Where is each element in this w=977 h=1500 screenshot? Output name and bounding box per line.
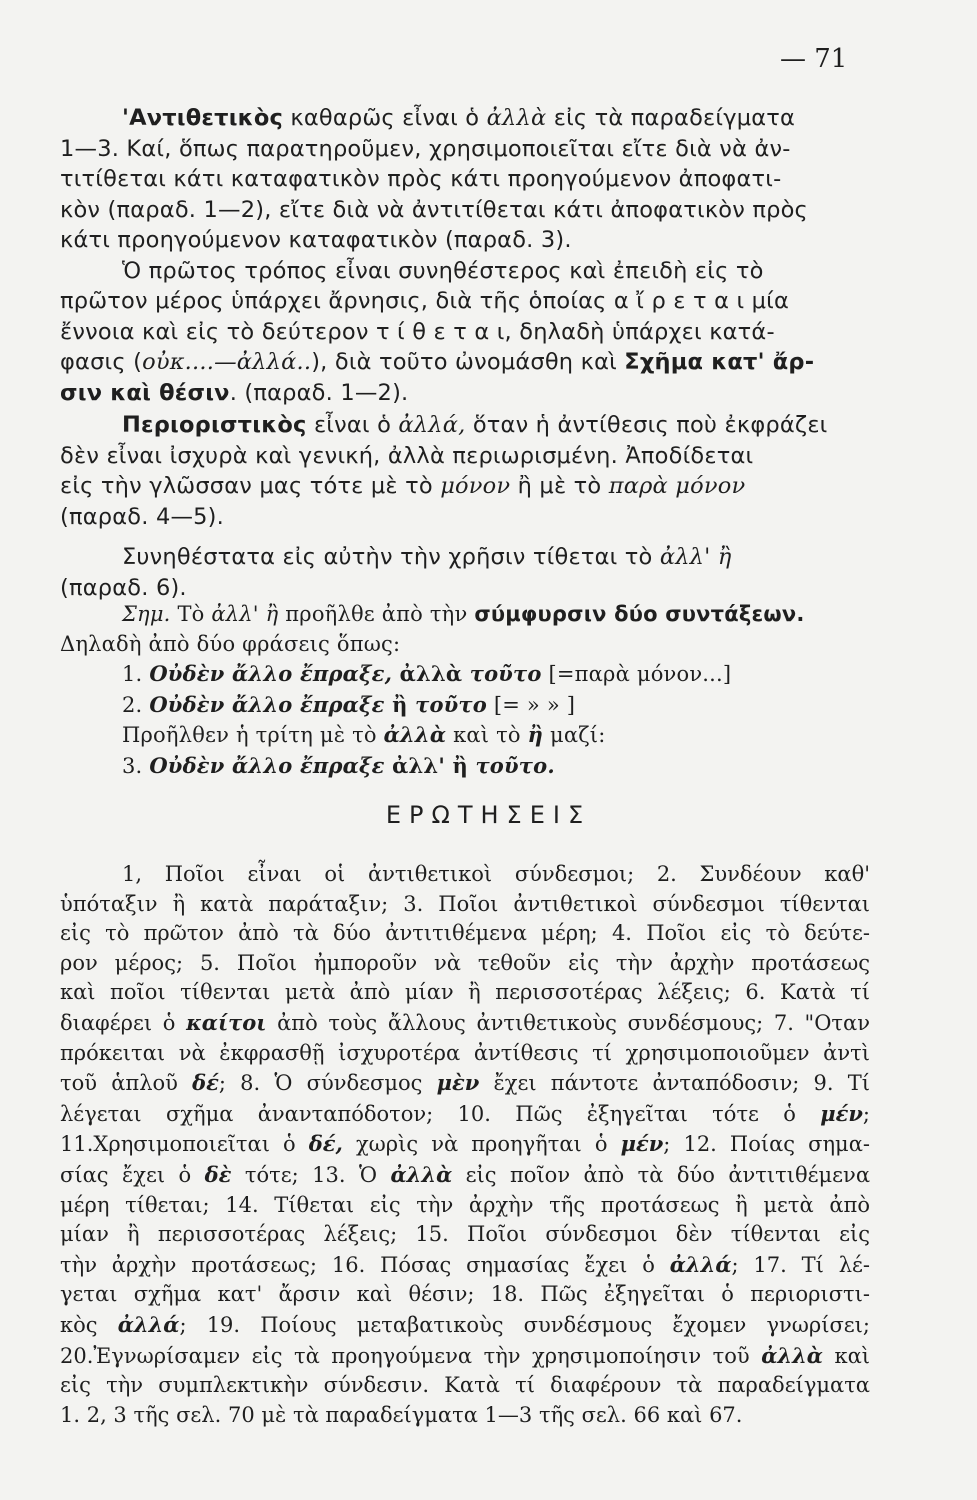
text-line: (παραδ. 4—5). [60,503,225,530]
text-line: Ὁ πρῶτος τρόπος εἶναι συνηθέστερος καὶ ἐπειδὴ εἰς τὸ [122,257,764,284]
text-line: Δηλαδὴ ἀπὸ δύο φράσεις ὅπως: [60,631,401,656]
text-line: Περιοριστικὸς εἶναι ὁ ἀλλά, ὅταν ἡ ἀντίθεσις ποὺ ἐκφράζει [122,412,828,438]
term-schema: Σχῆμα κατ' ἄρ- [624,349,815,375]
example-3: 3. Οὐδὲν ἄλλο ἔπραξε ἀλλ' ἢ τοῦτο. [122,752,555,778]
note-block [60,600,860,781]
text-line: φασις (οὐκ....—ἀλλά..), διὰ τοῦτο ὠνομάσθη καὶ Σχῆμα κατ' ἄρ- [60,349,815,375]
text-line: σιν καὶ θέσιν. (παραδ. 1—2). [60,379,409,406]
text-line: κὸν (παραδ. 1—2), εἴτε διὰ νὰ ἀντιτίθεται κάτι ἀποφατικὸν πρὸς [60,196,808,223]
text-line: Προῆλθεν ἡ τρίτη μὲ τὸ ἀλλὰ καὶ τὸ ἢ μαζί: [122,722,606,747]
text-line: 1—3. Καί, ὅπως παρατηροῦμεν, χρησιμοποιεῖται εἴτε διὰ νὰ ἀν- [60,135,791,162]
question-line: 20.Ἐγνωρίσαμεν εἰς τὰ προηγούμενα τὴν χρησιμοποίησιν τοῦ ἀλλὰ καὶ [60,1342,871,1368]
text-line: δὲν εἶναι ἰσχυρὰ καὶ γενική, ἀλλὰ περιωρισμένη. Ἀποδίδεται [60,442,754,469]
questions-heading: ΕΡΩΤΗΣΕΙΣ [385,801,592,829]
question-line: τοῦ ἁπλοῦ δέ; 8. Ὁ σύνδεσμος μὲν ἔχει πάντοτε ἀνταπόδοσιν; 9. Τί [60,1070,871,1096]
question-line: διαφέρει ὁ καίτοι ἀπὸ τοὺς ἄλλους ἀντιθετικοὺς συνδέσμους; 7. "Οταν [60,1009,870,1035]
text-line: εἰς τὴν γλῶσσαν μας τότε μὲ τὸ μόνον ἢ μὲ τὸ παρὰ μόνον [60,473,746,499]
question-line: λέγεται σχῆμα ἀνανταπόδοτον; 10. Πῶς ἐξηγεῖται τότε ὁ μέν; [60,1100,870,1126]
restrictive-paragraph [60,410,860,603]
note-label: Σημ. [122,602,171,626]
antithetic-paragraph [60,103,860,408]
term-antithetic: 'Αντιθετικὸς [122,105,284,131]
question-line: ρον μέρος; 5. Ποῖοι ἠμποροῦν νὰ τεθοῦν εἰς τὴν ἀρχὴν προτάσεως [60,950,870,975]
text-line: Συνηθέστατα εἰς αὐτὴν τὴν χρῆσιν τίθεται τὸ ἀλλ' ἢ [122,544,732,570]
text-line: (παραδ. 6). [60,574,187,601]
question-line: ὑπόταξιν ἢ κατὰ παράταξιν; 3. Ποῖοι ἀντιθετικοὶ σύνδεσμοι τίθενται [60,891,870,916]
text-line: κάτι προηγούμενον καταφατικὸν (παραδ. 3). [60,227,572,253]
term-symfyrsis: σύμφυρσιν δύο συντάξεων. [474,602,805,626]
question-line: 1. 2, 3 τῆς σελ. 70 μὲ τὰ παραδείγματα 1—3 τῆς σελ. 66 καὶ 67. [60,1402,743,1427]
text-line: Σημ. Τὸ ἀλλ' ἢ προῆλθε ἀπὸ τὴν σύμφυρσιν δύο συντάξεων. [122,602,805,626]
question-line: πρόκειται νὰ ἐκφρασθῇ ἰσχυροτέρα ἀντίθεσις τί χρησιμοποιοῦμεν ἀντὶ [60,1040,870,1065]
term-restrictive: Περιοριστικὸς [122,412,307,438]
text-line: ἔννοια καὶ εἰς τὸ δεύτερον τ ί θ ε τ α ι, δηλαδὴ ὑπάρχει κατά- [60,318,775,345]
question-line: εἰς τὸ πρῶτον ἀπὸ τὰ δύο ἀντιτιθέμενα μέρη; 4. Ποῖοι εἰς τὸ δεύτε- [60,921,870,946]
question-line: μίαν ἢ περισσοτέρας λέξεις; 15. Ποῖοι σύνδεσμοι δὲν τίθενται εἰς [60,1222,870,1247]
example-1: 1. Οὐδὲν ἄλλο ἔπραξε, ἀλλὰ τοῦτο [=παρὰ μόνον...] [122,661,732,686]
text-line: πρῶτον μέρος ὑπάρχει ἄρνησις, διὰ τῆς ὁποίας α ἴ ρ ε τ α ι μία [60,288,790,314]
question-line: 1, Ποῖοι εἶναι οἱ ἀντιθετικοὶ σύνδεσμοι; 2. Συνδέουν καθ' [122,862,870,886]
question-line: εἰς τὴν συμπλεκτικὴν σύνδεσιν. Κατὰ τί διαφέρουν τὰ παραδείγματα [60,1373,870,1398]
question-line: κὸς ἀλλά; 19. Ποίους μεταβατικοὺς συνδέσμους ἔχομεν γνωρίσει; [60,1311,870,1337]
example-2: 2. Οὐδὲν ἄλλο ἔπραξε ἢ τοῦτο [= » » ] [122,691,576,717]
page-number: — 71 [780,44,848,74]
question-line: μέρη τίθεται; 14. Τίθεται εἰς τὴν ἀρχὴν τῆς προτάσεως ἢ μετὰ ἀπὸ [60,1192,870,1217]
question-line: καὶ ποῖοι τίθενται μετὰ ἀπὸ μίαν ἢ περισσοτέρας λέξεις; 6. Κατὰ τί [60,980,870,1005]
question-line: 11.Χρησιμοποιεῖται ὁ δέ, χωρὶς νὰ προηγῆται ὁ μέν; 12. Ποίας σημα- [60,1131,870,1157]
text-line: τιτίθεται κάτι καταφατικὸν πρὸς κάτι προηγούμενον ἀποφατι- [60,166,782,192]
questions-block [60,860,870,1430]
question-line: τὴν ἀρχὴν προτάσεως; 16. Πόσας σημασίας ἔχει ὁ ἀλλά; 17. Τί λέ- [60,1251,871,1277]
text-line: 'Αντιθετικὸς καθαρῶς εἶναι ὁ ἀλλὰ εἰς τὰ παραδείγματα [122,105,796,131]
question-line: σίας ἔχει ὁ δὲ τότε; 13. Ὁ ἀλλὰ εἰς ποῖον ἀπὸ τὰ δύο ἀντιτιθέμενα [60,1161,870,1187]
question-line: γεται σχῆμα κατ' ἄρσιν καὶ θέσιν; 18. Πῶς ἐξηγεῖται ὁ περιοριστι- [60,1282,870,1307]
